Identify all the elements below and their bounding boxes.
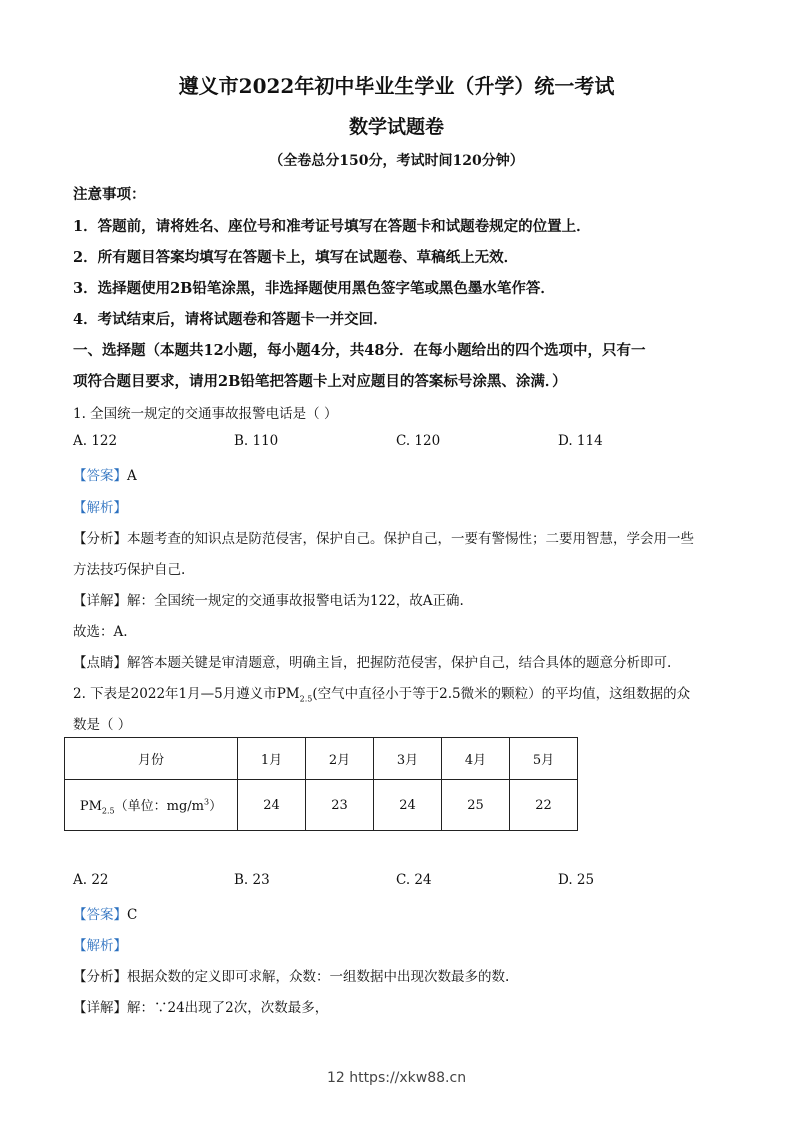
answer-value: A <box>127 468 137 484</box>
xiangjie-text: 解：全国统一规定的交通事故报警电话为122，故A正确. <box>127 593 464 609</box>
q2-option-b: B. 23 <box>234 872 270 888</box>
label-sub: 2.5 <box>101 806 115 816</box>
label-unit: （单位：mg/m <box>114 798 205 814</box>
dianjing-text: 解答本题关键是审清题意，明确主旨，把握防范侵害，保护自己，结合具体的题意分析即可. <box>127 655 672 671</box>
notice-item: 4．考试结束后，请将试题卷和答题卡一并交回． <box>73 311 388 328</box>
q2-answer <box>73 903 137 923</box>
table-header-cell: 3月 <box>374 738 442 780</box>
fenxi-text: 本题考查的知识点是防范侵害，保护自己。保护自己，一要有警惕性；二要用智慧，学会用一些 <box>127 531 694 547</box>
dianjing-tag: 【点睛】 <box>73 655 127 671</box>
q1-option-d: D. 114 <box>558 433 603 449</box>
fenxi-text: 根据众数的定义即可求解，众数：一组数据中出现次数最多的数. <box>127 969 510 985</box>
q1-analysis-tag <box>73 496 127 516</box>
q2-stem <box>73 682 690 704</box>
table-header-cell: 月份 <box>65 738 238 780</box>
q1-guxuan: 故选：A. <box>73 624 128 640</box>
table-row <box>65 780 578 831</box>
q2-option-d: D. 25 <box>558 872 595 888</box>
section-heading: 一、选择题（本题共12小题，每小题4分，共48分．在每小题给出的四个选项中，只有一 <box>73 342 646 359</box>
notice-item: 3．选择题使用2B铅笔涂黑，非选择题使用黑色签字笔或黑色墨水笔作答． <box>73 280 555 297</box>
table-cell: 24 <box>374 780 442 831</box>
q2-stem-line2: 数是（ ） <box>73 717 132 733</box>
q1-option-b: B. 110 <box>234 433 279 449</box>
q2-stem-text-cont: (空气中直径小于等于2.5微米的颗粒）的平均值，这组数据的众 <box>312 686 691 702</box>
q1-fenxi <box>73 527 694 547</box>
exam-subtitle: 数学试题卷 <box>348 116 444 138</box>
q2-fenxi <box>73 965 509 985</box>
table-header-cell: 1月 <box>238 738 306 780</box>
table-header-cell: 2月 <box>306 738 374 780</box>
q1-dianjing <box>73 651 671 671</box>
fenxi-tag: 【分析】 <box>73 969 127 985</box>
pm-table <box>64 737 578 831</box>
q2-xiangjie <box>73 996 328 1016</box>
q2-option-c: C. 24 <box>396 872 432 888</box>
label-sup: 3 <box>204 797 210 807</box>
table-header-cell: 4月 <box>442 738 510 780</box>
fenxi-tag: 【分析】 <box>73 531 127 547</box>
exam-info: （全卷总分150分，考试时间120分钟） <box>269 153 524 169</box>
q1-answer <box>73 464 137 484</box>
q2-stem-text: 2. 下表是2022年1月—5月遵义市PM <box>73 686 300 702</box>
label-close: ） <box>209 798 223 814</box>
q1-xiangjie <box>73 589 464 609</box>
table-cell: 25 <box>442 780 510 831</box>
section-heading-cont: 项符合题目要求，请用2B铅笔把答题卡上对应题目的答案标号涂黑、涂满．） <box>73 373 567 390</box>
notice-heading: 注意事项： <box>73 186 146 203</box>
analysis-tag: 【解析】 <box>73 500 127 516</box>
q2-analysis-tag <box>73 934 127 954</box>
xiangjie-tag: 【详解】 <box>73 593 127 609</box>
table-header-cell: 5月 <box>510 738 578 780</box>
pm-subscript: 2.5 <box>299 694 313 704</box>
table-row-label <box>65 780 238 831</box>
answer-tag: 【答案】 <box>73 468 127 484</box>
xiangjie-tag: 【详解】 <box>73 1000 127 1016</box>
answer-tag: 【答案】 <box>73 907 127 923</box>
answer-value: C <box>127 907 138 923</box>
q1-fenxi-cont: 方法技巧保护自己. <box>73 562 186 578</box>
table-header-row <box>65 738 578 780</box>
q1-stem: 1. 全国统一规定的交通事故报警电话是（ ） <box>73 406 338 422</box>
notice-item: 1．答题前，请将姓名、座位号和准考证号填写在答题卡和试题卷规定的位置上． <box>73 218 591 235</box>
page-footer: 12 https://xkw88.cn <box>326 1070 467 1086</box>
notice-item: 2．所有题目答案均填写在答题卡上，填写在试题卷、草稿纸上无效． <box>73 249 519 266</box>
exam-title: 遵义市2022年初中毕业生学业（升学）统一考试 <box>178 74 615 98</box>
label-pm: PM <box>79 798 102 814</box>
table-cell: 24 <box>238 780 306 831</box>
table-cell: 22 <box>510 780 578 831</box>
analysis-tag: 【解析】 <box>73 938 127 954</box>
q1-option-c: C. 120 <box>396 433 441 449</box>
q2-option-a: A. 22 <box>73 872 109 888</box>
xiangjie-text: 解：∵24出现了2次，次数最多， <box>127 1000 329 1016</box>
q1-option-a: A. 122 <box>73 433 118 449</box>
table-cell: 23 <box>306 780 374 831</box>
